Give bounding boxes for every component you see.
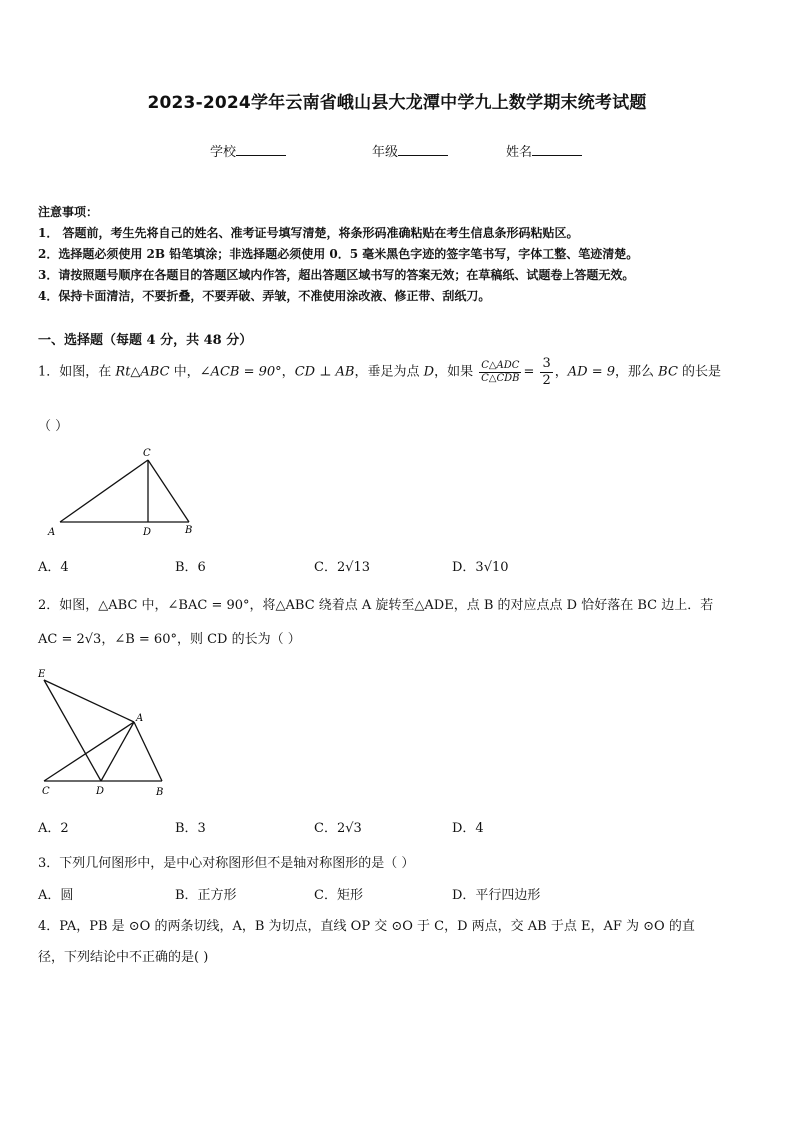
- q2-option-d[interactable]: D．4: [452, 821, 484, 836]
- question-3-text: 3．下列几何图形中，是中心对称图形但不是轴对称图形的是（ ）: [38, 856, 415, 871]
- q2-label-b: B: [156, 787, 164, 798]
- q1-frac-num: C△ADC: [481, 359, 520, 371]
- q2-segment-ea: [44, 680, 134, 722]
- q1-label-d: D: [143, 527, 152, 538]
- q1-text: ，垂足为点: [354, 364, 424, 380]
- section-heading: 一、选择题（每题 4 分，共 48 分）: [38, 333, 253, 348]
- q1-label-b: B: [185, 525, 193, 536]
- school-field: [210, 141, 286, 160]
- q2-figure: [32, 664, 182, 799]
- q1-option-a[interactable]: A．4: [38, 560, 69, 575]
- question-4-line-2: 径，下列结论中不正确的是( ): [38, 950, 209, 965]
- q1-bc: BC: [658, 364, 678, 380]
- question-1-text: [38, 356, 721, 388]
- grade-field: [372, 141, 448, 160]
- q1-label-c: C: [143, 448, 151, 459]
- q1-ratio-num: 3: [542, 356, 551, 371]
- q1-text: 中，: [169, 364, 200, 380]
- notice-item: 4．保持卡面清洁，不要折叠，不要弄破、弄皱，不准使用涂改液、修正带、刮纸刀。: [38, 289, 491, 303]
- name-blank[interactable]: [532, 142, 582, 156]
- page-title: 2023-2024学年云南省峨山县大龙潭中学九上数学期末统考试题: [147, 93, 647, 113]
- q2-label-d: D: [96, 786, 105, 797]
- q2-label-a: A: [136, 713, 144, 724]
- q2-label-c: C: [42, 786, 50, 797]
- q1-option-c[interactable]: C．2√13: [314, 560, 371, 575]
- q2-option-a[interactable]: A．2: [38, 821, 69, 836]
- q2-label-e: E: [38, 669, 46, 680]
- school-label: 学校: [210, 145, 237, 160]
- q3-option-c[interactable]: C．矩形: [314, 888, 363, 903]
- q1-frac-den: C△CDB: [481, 372, 520, 384]
- q3-option-a[interactable]: A．圆: [38, 888, 74, 903]
- q2-segment-ca: [44, 722, 134, 781]
- q1-triangle: Rt△ABC: [115, 364, 170, 380]
- q2-option-c[interactable]: C．2√3: [314, 821, 362, 836]
- q1-text: ，那么: [615, 364, 659, 380]
- name-label: 姓名: [506, 145, 533, 160]
- q3-option-b[interactable]: B．正方形: [175, 888, 237, 903]
- q1-answer-paren: （ ）: [38, 419, 69, 434]
- school-blank[interactable]: [236, 142, 286, 156]
- q1-fraction: [479, 360, 521, 385]
- notice-heading: 注意事项：: [38, 205, 99, 219]
- q1-prefix: 1．如图，在: [38, 364, 116, 380]
- q2-segment-da: [101, 722, 134, 781]
- q1-eq: =: [523, 364, 539, 380]
- q1-ratio: [540, 356, 552, 388]
- q1-text: ，: [554, 364, 568, 380]
- q1-text: ，: [281, 364, 295, 380]
- q1-option-d[interactable]: D．3√10: [452, 560, 509, 575]
- grade-blank[interactable]: [398, 142, 448, 156]
- q1-label-a: A: [48, 527, 56, 538]
- q1-segment-ac: [60, 460, 148, 522]
- notice-item: 3．请按照题号顺序在各题目的答题区域内作答，超出答题区域书写的答案无效；在草稿纸、试题卷上答题无效。: [38, 268, 635, 282]
- q1-option-b[interactable]: B．6: [175, 560, 206, 575]
- q1-segment-cb: [148, 460, 189, 522]
- question-2-line-1: 2．如图，△ABC 中，∠BAC = 90°，将△ABC 绕着点 A 旋转至△ADE，点 B 的对应点点 D 恰好落在 BC 边上．若: [38, 598, 714, 613]
- notice-item: 2．选择题必须使用 2B 铅笔填涂；非选择题必须使用 0．5 毫米黑色字迹的签字笔书写，字体工整、笔迹清楚。: [38, 247, 639, 261]
- name-field: [506, 141, 582, 160]
- q1-text: ，如果: [434, 364, 478, 380]
- question-2-line-2: AC = 2√3，∠B = 60°，则 CD 的长为（ ）: [38, 632, 301, 647]
- q1-perp: CD ⊥ AB: [294, 364, 355, 380]
- notice-item: 1． 答题前，考生先将自己的姓名、准考证号填写清楚，将条形码准确粘贴在考生信息条形码粘贴区。: [38, 226, 579, 240]
- q1-ratio-den: 2: [542, 372, 551, 388]
- q1-point: D: [423, 364, 435, 380]
- q2-segment-ed: [44, 680, 101, 781]
- q2-option-b[interactable]: B．3: [175, 821, 206, 836]
- q2-segment-ab: [134, 722, 162, 781]
- q3-option-d[interactable]: D．平行四边形: [452, 888, 541, 903]
- grade-label: 年级: [372, 145, 399, 160]
- question-4-line-1: 4．PA，PB 是 ⊙O 的两条切线，A，B 为切点，直线 OP 交 ⊙O 于 C，D 两点，交 AB 于点 E，AF 为 ⊙O 的直: [38, 919, 695, 934]
- q1-angle: ∠ACB = 90°: [199, 364, 282, 380]
- q1-ad: AD = 9: [567, 364, 616, 380]
- q1-text: 的长是: [677, 364, 722, 380]
- q1-figure: [40, 444, 210, 540]
